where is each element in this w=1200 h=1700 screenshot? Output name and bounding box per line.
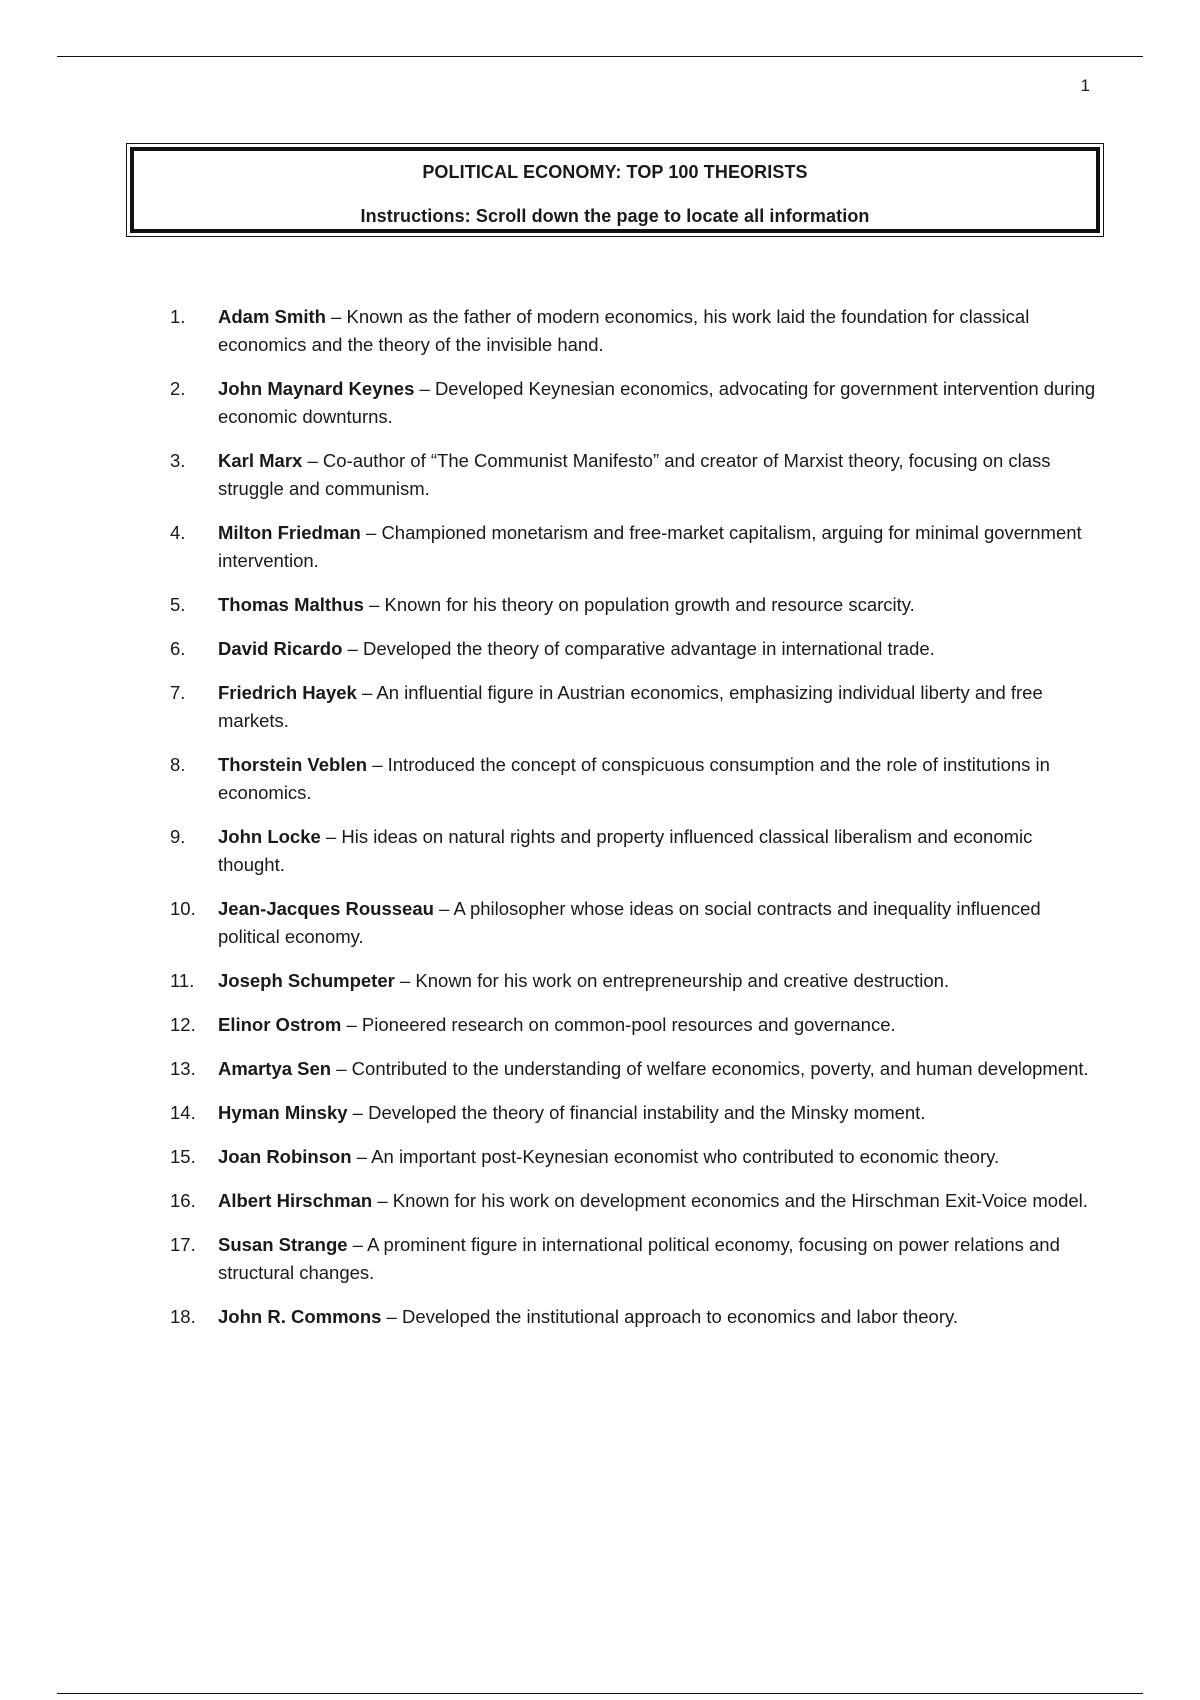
- item-number: 2.: [170, 378, 186, 399]
- footer-rule: [57, 1693, 1143, 1694]
- theorist-name: Karl Marx: [218, 450, 303, 471]
- list-item: [170, 823, 1100, 879]
- theorist-description: – Introduced the concept of conspicuous consumption and the role of institutions in economics.: [218, 754, 1050, 803]
- document-title: POLITICAL ECONOMY: TOP 100 THEORISTS: [422, 162, 808, 182]
- list-item: [170, 1303, 1100, 1331]
- theorist-description: – Developed the institutional approach to economics and labor theory.: [381, 1306, 959, 1327]
- header-rule: [57, 56, 1143, 57]
- item-number: 11.: [170, 970, 195, 991]
- item-number: 5.: [170, 594, 186, 615]
- list-item: [170, 1011, 1100, 1039]
- theorist-description: – Known for his theory on population growth and resource scarcity.: [363, 594, 915, 615]
- item-number: 13.: [170, 1058, 196, 1079]
- item-number: 4.: [170, 522, 186, 543]
- item-number: 7.: [170, 682, 186, 703]
- list-item: [170, 375, 1100, 431]
- theorist-name: John R. Commons: [218, 1306, 382, 1327]
- item-number: 3.: [170, 450, 186, 471]
- theorist-name: Thomas Malthus: [218, 594, 364, 615]
- theorist-name: John Maynard Keynes: [218, 378, 415, 399]
- item-number: 16.: [170, 1190, 196, 1211]
- theorist-name: Milton Friedman: [218, 522, 361, 543]
- list-item: [170, 519, 1100, 575]
- instructions-text: Instructions: Scroll down the page to locate all information: [360, 206, 870, 226]
- list-item: [170, 751, 1100, 807]
- list-item: [170, 635, 1100, 663]
- theorist-description: – Developed Keynesian economics, advocating for government intervention during economic downturns.: [218, 378, 1096, 427]
- page-number: 1: [1080, 76, 1090, 95]
- list-item: [170, 447, 1100, 503]
- theorist-description: – Co-author of “The Communist Manifesto” and creator of Marxist theory, focusing on class struggle and communism.: [218, 450, 1051, 499]
- theorist-description: – An influential figure in Austrian economics, emphasizing individual liberty and free markets.: [218, 682, 1043, 731]
- theorist-name: Albert Hirschman: [218, 1190, 373, 1211]
- theorist-name: Friedrich Hayek: [218, 682, 357, 703]
- theorist-description: – Championed monetarism and free-market capitalism, arguing for minimal government intervention.: [218, 522, 1082, 571]
- theorist-description: – Contributed to the understanding of welfare economics, poverty, and human development.: [331, 1058, 1089, 1079]
- list-item: [170, 895, 1100, 951]
- list-item: [170, 1055, 1100, 1083]
- list-item: [170, 591, 1100, 619]
- theorist-name: Jean-Jacques Rousseau: [218, 898, 434, 919]
- theorist-description: – Developed the theory of financial instability and the Minsky moment.: [347, 1102, 926, 1123]
- list-item: [170, 1231, 1100, 1287]
- theorist-name: Adam Smith: [218, 306, 326, 327]
- theorist-description: – Pioneered research on common-pool resources and governance.: [341, 1014, 896, 1035]
- theorist-name: Amartya Sen: [218, 1058, 332, 1079]
- list-item: [170, 1099, 1100, 1127]
- theorist-description: – A prominent figure in international political economy, focusing on power relations and structural changes.: [218, 1234, 1060, 1283]
- list-item: [170, 967, 1100, 995]
- theorist-name: Thorstein Veblen: [218, 754, 368, 775]
- item-number: 12.: [170, 1014, 196, 1035]
- item-number: 1.: [170, 306, 186, 327]
- theorist-name: John Locke: [218, 826, 321, 847]
- theorist-name: Joan Robinson: [218, 1146, 352, 1167]
- theorist-name: Elinor Ostrom: [218, 1014, 342, 1035]
- theorist-description: – An important post-Keynesian economist who contributed to economic theory.: [351, 1146, 1000, 1167]
- theorist-description: – Known for his work on entrepreneurship and creative destruction.: [394, 970, 950, 991]
- list-item: [170, 1187, 1100, 1215]
- item-number: 14.: [170, 1102, 196, 1123]
- item-number: 9.: [170, 826, 186, 847]
- item-number: 15.: [170, 1146, 196, 1167]
- item-number: 6.: [170, 638, 186, 659]
- theorist-description: – Developed the theory of comparative advantage in international trade.: [342, 638, 935, 659]
- list-item: [170, 1143, 1100, 1171]
- item-number: 10.: [170, 898, 196, 919]
- item-number: 17.: [170, 1234, 196, 1255]
- theorist-description: – A philosopher whose ideas on social contracts and inequality influenced political economy.: [218, 898, 1041, 947]
- item-number: 8.: [170, 754, 186, 775]
- theorist-name: David Ricardo: [218, 638, 343, 659]
- theorist-description: – Known for his work on development economics and the Hirschman Exit-Voice model.: [372, 1190, 1088, 1211]
- list-item: [170, 303, 1100, 359]
- theorist-name: Susan Strange: [218, 1234, 348, 1255]
- theorist-name: Joseph Schumpeter: [218, 970, 395, 991]
- theorist-description: – His ideas on natural rights and property influenced classical liberalism and economic thought.: [218, 826, 1033, 875]
- item-number: 18.: [170, 1306, 196, 1327]
- theorist-description: – Known as the father of modern economics, his work laid the foundation for classical economics and the theory of the invisible hand.: [218, 306, 1030, 355]
- title-box: [130, 147, 1100, 233]
- list-item: [170, 679, 1100, 735]
- theorist-list: [170, 303, 1100, 1347]
- theorist-name: Hyman Minsky: [218, 1102, 348, 1123]
